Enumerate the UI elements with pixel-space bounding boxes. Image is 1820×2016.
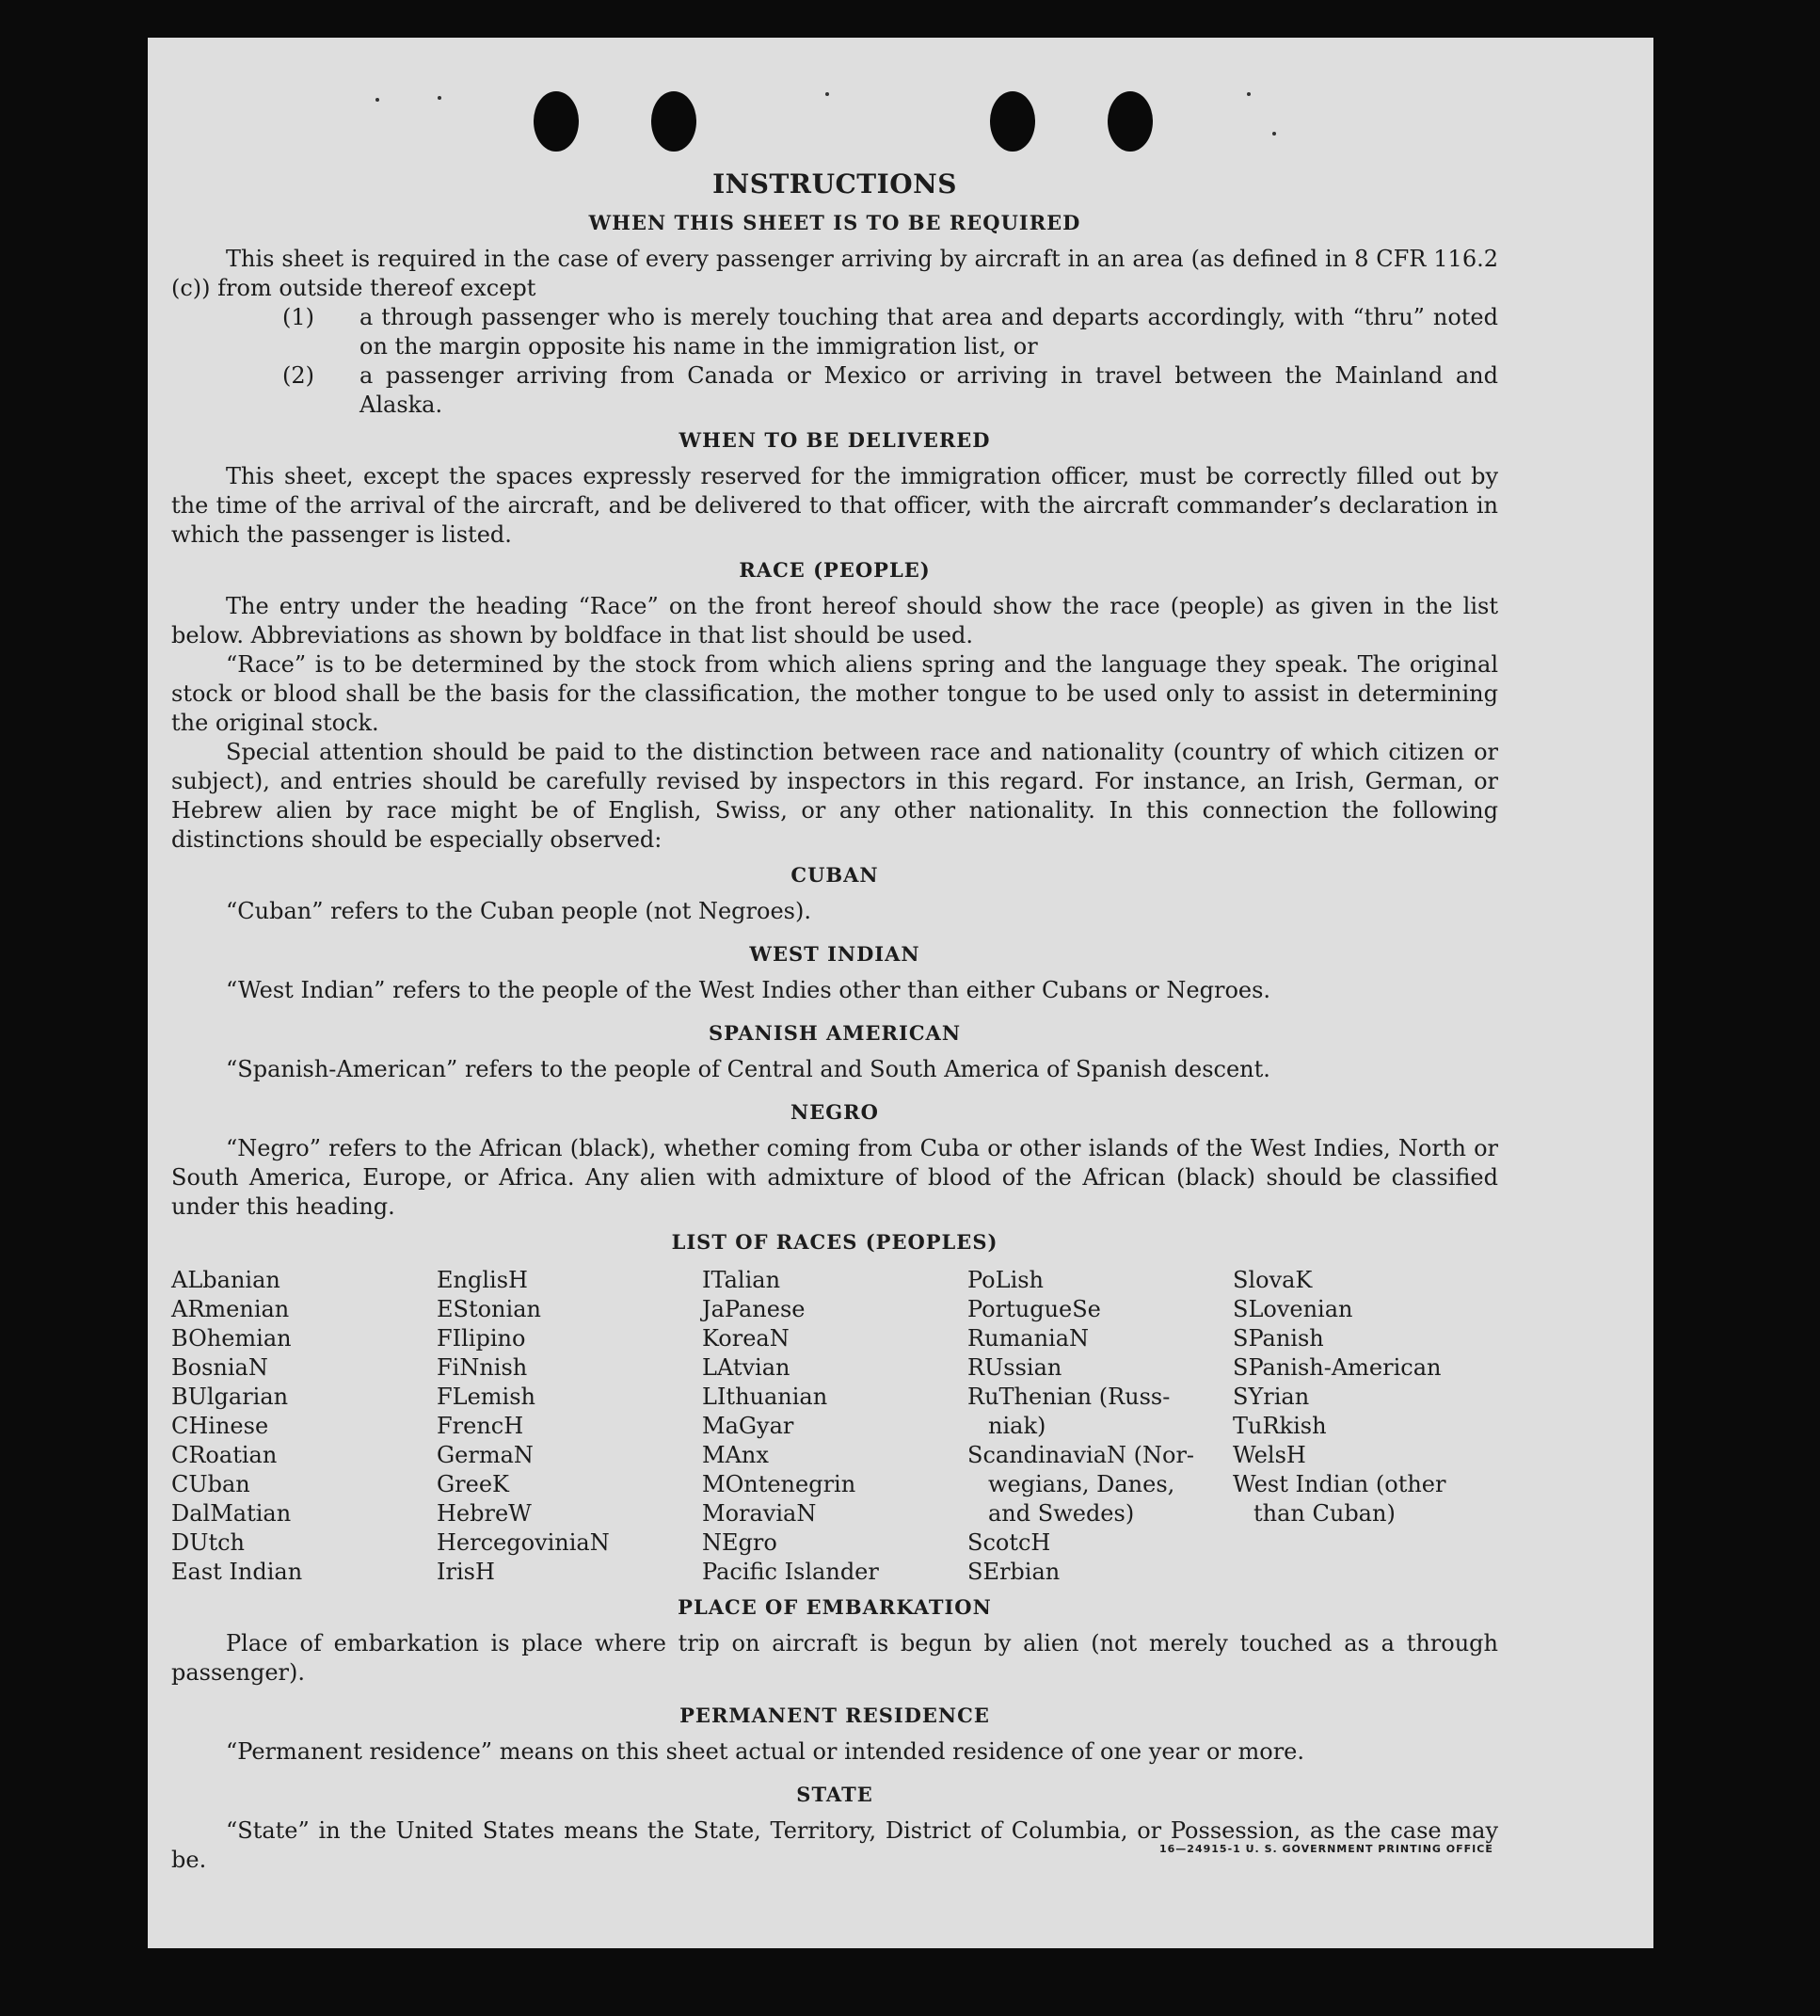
paragraph: “Permanent residence” means on this sheet actual or intended residence of one year or more. xyxy=(226,1738,1304,1765)
paragraph: “Race” is to be determined by the stock from which aliens spring and the language they speak. The original stock or blood shall be the basis for the classification, the mother tongue to be used only to assist in determining the original stock. xyxy=(171,651,1498,736)
punch-hole xyxy=(1108,91,1153,152)
race-entry: ScandinaviaN (Nor- xyxy=(967,1442,1195,1468)
race-entry: EnglisH xyxy=(437,1267,528,1293)
race-entry: CUban xyxy=(171,1471,250,1497)
paragraph: Special attention should be paid to the distinction between race and nationality (country of which citizen or subject), and entries should be carefully revised by inspectors in this regard. For instance, an Irish, German, or Hebrew alien by race might be of English, Swiss, or any other nationality. In this connection the following distinctions should be especially observed: xyxy=(171,739,1498,853)
document-page xyxy=(148,38,1653,1948)
race-entry: JaPanese xyxy=(702,1296,806,1322)
section-heading: PERMANENT RESIDENCE xyxy=(679,1704,990,1727)
race-entry: niak) xyxy=(988,1413,1046,1439)
race-column xyxy=(171,1266,437,1587)
printing-office-code: 16—24915-1 U. S. GOVERNMENT PRINTING OFFICE xyxy=(1159,1843,1493,1855)
item-text: a through passenger who is merely touching that area and departs accordingly, with “thru” noted on the margin opposite his name in the immigration list, or xyxy=(359,304,1498,360)
paragraph: This sheet, except the spaces expressly reserved for the immigration officer, must be correctly filled out by the time of the arrival of the aircraft, and be delivered to that officer, with the aircraft commander’s declaration in which the passenger is listed. xyxy=(171,463,1498,548)
section-heading: RACE (PEOPLE) xyxy=(739,558,931,582)
race-entry: MAnx xyxy=(702,1442,769,1468)
race-entry: NEgro xyxy=(702,1529,777,1556)
item-number: (2) xyxy=(282,362,314,389)
section-heading: SPANISH AMERICAN xyxy=(708,1021,962,1045)
section-heading: PLACE OF EMBARKATION xyxy=(678,1595,992,1619)
race-entry: wegians, Danes, xyxy=(988,1471,1175,1497)
race-entry: Pacific Islander xyxy=(702,1559,879,1585)
race-entry: MOntenegrin xyxy=(702,1471,856,1497)
race-entry: EStonian xyxy=(437,1296,541,1322)
race-entry: MoraviaN xyxy=(702,1500,817,1527)
race-entry: East Indian xyxy=(171,1559,303,1585)
race-entry: KoreaN xyxy=(702,1325,790,1352)
race-entry: BOhemian xyxy=(171,1325,292,1352)
section-heading: WEST INDIAN xyxy=(749,942,920,966)
race-entry: and Swedes) xyxy=(988,1500,1135,1527)
paragraph: “Negro” refers to the African (black), whether coming from Cuba or other islands of the West Indies, North or South America, Europe, or Africa. Any alien with admixture of blood of the African (black) should be classified under this heading. xyxy=(171,1135,1498,1220)
race-column xyxy=(967,1266,1233,1587)
race-column xyxy=(702,1266,967,1587)
race-entry: PortugueSe xyxy=(967,1296,1101,1322)
race-entry: SLovenian xyxy=(1233,1296,1353,1322)
section-heading: WHEN THIS SHEET IS TO BE REQUIRED xyxy=(588,211,1081,234)
race-entry: SErbian xyxy=(967,1559,1061,1585)
race-entry: PoLish xyxy=(967,1267,1045,1293)
race-entry: RumaniaN xyxy=(967,1325,1090,1352)
punch-hole xyxy=(534,91,579,152)
race-entry: BUlgarian xyxy=(171,1384,289,1410)
race-entry: FLemish xyxy=(437,1384,535,1410)
item-number: (1) xyxy=(282,304,314,330)
page-title: INSTRUCTIONS xyxy=(712,168,957,200)
race-entry: FIlipino xyxy=(437,1325,526,1352)
list-item xyxy=(171,361,1498,420)
instructions-body xyxy=(171,169,1498,1875)
race-entry: BosniaN xyxy=(171,1354,268,1381)
section-heading: CUBAN xyxy=(790,863,879,887)
race-entry: IrisH xyxy=(437,1559,495,1585)
race-column xyxy=(437,1266,702,1587)
race-entry: ALbanian xyxy=(171,1267,280,1293)
paragraph: Place of embarkation is place where trip on aircraft is begun by alien (not merely touched as a through passenger). xyxy=(171,1630,1498,1686)
race-entry: LAtvian xyxy=(702,1354,790,1381)
race-list xyxy=(171,1266,1498,1587)
paragraph: The entry under the heading “Race” on the front hereof should show the race (people) as given in the list below. Abbreviations as shown by boldface in that list should be used. xyxy=(171,593,1498,648)
race-entry: than Cuban) xyxy=(1253,1500,1396,1527)
speck xyxy=(375,98,379,102)
race-entry: West Indian (other xyxy=(1233,1471,1446,1497)
race-entry: CRoatian xyxy=(171,1442,278,1468)
paragraph: “Spanish-American” refers to the people of Central and South America of Spanish descent. xyxy=(226,1056,1270,1082)
race-entry: SlovaK xyxy=(1233,1267,1313,1293)
race-entry: HercegoviniaN xyxy=(437,1529,610,1556)
item-text: a passenger arriving from Canada or Mexico or arriving in travel between the Mainland and Alaska. xyxy=(359,362,1498,418)
race-entry: RUssian xyxy=(967,1354,1062,1381)
race-entry: ITalian xyxy=(702,1267,781,1293)
section-heading: LIST OF RACES (PEOPLES) xyxy=(671,1230,998,1254)
section-heading: NEGRO xyxy=(790,1100,879,1124)
paragraph: This sheet is required in the case of every passenger arriving by aircraft in an area (as defined in 8 CFR 116.2 (c)) from outside thereof except xyxy=(171,246,1498,301)
paragraph: “State” in the United States means the State, Territory, District of Columbia, or Possession, as the case may be. xyxy=(171,1817,1498,1873)
race-entry: SPanish-American xyxy=(1233,1354,1442,1381)
race-entry: DUtch xyxy=(171,1529,246,1556)
race-entry: ARmenian xyxy=(171,1296,290,1322)
race-entry: LIthuanian xyxy=(702,1384,828,1410)
paragraph: “West Indian” refers to the people of the West Indies other than either Cubans or Negroes. xyxy=(226,977,1271,1003)
race-entry: DalMatian xyxy=(171,1500,292,1527)
speck xyxy=(825,92,829,96)
race-entry: WelsH xyxy=(1233,1442,1306,1468)
race-entry: MaGyar xyxy=(702,1413,794,1439)
race-entry: GreeK xyxy=(437,1471,509,1497)
race-entry: CHinese xyxy=(171,1413,269,1439)
punch-hole xyxy=(651,91,696,152)
race-entry: ScotcH xyxy=(967,1529,1051,1556)
race-entry: SPanish xyxy=(1233,1325,1324,1352)
speck xyxy=(1272,132,1276,136)
race-entry: HebreW xyxy=(437,1500,532,1527)
section-heading: WHEN TO BE DELIVERED xyxy=(679,428,991,452)
section-heading: STATE xyxy=(796,1783,873,1806)
race-entry: FrencH xyxy=(437,1413,524,1439)
punch-hole xyxy=(990,91,1035,152)
race-entry: GermaN xyxy=(437,1442,534,1468)
race-column xyxy=(1233,1266,1498,1587)
speck xyxy=(438,96,441,100)
race-entry: SYrian xyxy=(1233,1384,1310,1410)
list-item xyxy=(171,303,1498,361)
paragraph: “Cuban” refers to the Cuban people (not Negroes). xyxy=(226,898,811,924)
race-entry: FiNnish xyxy=(437,1354,528,1381)
race-entry: TuRkish xyxy=(1233,1413,1327,1439)
speck xyxy=(1247,92,1251,96)
race-entry: RuThenian (Russ- xyxy=(967,1384,1171,1410)
